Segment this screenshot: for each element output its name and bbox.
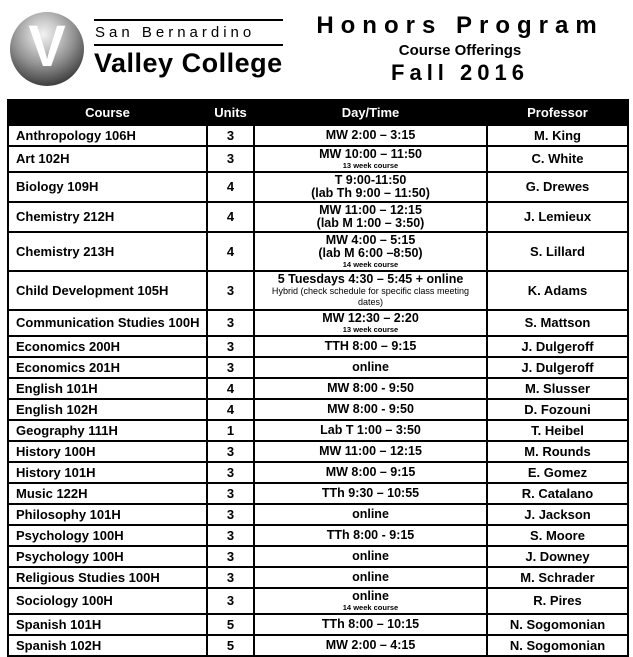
table-row	[8, 420, 628, 441]
masthead	[0, 0, 633, 95]
professor-cell: C. White	[487, 146, 628, 172]
daytime-cell	[254, 202, 487, 232]
course-table	[7, 99, 629, 657]
professor-cell: S. Mattson	[487, 310, 628, 336]
professor-cell: E. Gomez	[487, 462, 628, 483]
title-block	[315, 12, 605, 86]
daytime-text: MW 8:00 – 9:15	[325, 465, 416, 479]
daytime-note: 14 week course	[342, 260, 399, 269]
course-cell: Economics 201H	[8, 357, 207, 378]
course-cell: Sociology 100H	[8, 588, 207, 614]
daytime-text: online	[352, 360, 389, 374]
professor-cell: J. Jackson	[487, 504, 628, 525]
daytime-cell	[254, 462, 487, 483]
daytime-text: online	[352, 549, 389, 563]
table-row	[8, 357, 628, 378]
professor-cell: M. King	[487, 125, 628, 146]
column-header-professor: Professor	[487, 100, 628, 125]
table-row	[8, 504, 628, 525]
column-header-units: Units	[207, 100, 254, 125]
course-cell: Spanish 101H	[8, 614, 207, 635]
units-cell: 3	[207, 357, 254, 378]
professor-cell: R. Pires	[487, 588, 628, 614]
daytime-cell	[254, 635, 487, 656]
daytime-cell	[254, 614, 487, 635]
daytime-cell	[254, 271, 487, 310]
table-row	[8, 172, 628, 202]
units-cell: 4	[207, 232, 254, 271]
course-cell: Religious Studies 100H	[8, 567, 207, 588]
units-cell: 5	[207, 635, 254, 656]
units-cell: 3	[207, 310, 254, 336]
table-row	[8, 635, 628, 656]
units-cell: 3	[207, 441, 254, 462]
professor-cell: N. Sogomonian	[487, 635, 628, 656]
professor-cell: J. Dulgeroff	[487, 336, 628, 357]
units-cell: 1	[207, 420, 254, 441]
daytime-text: online	[352, 589, 389, 603]
daytime-text: MW 4:00 – 5:15	[325, 233, 416, 247]
daytime-note: 14 week course	[342, 603, 399, 612]
daytime-text: TTh 8:00 – 10:15	[321, 617, 420, 631]
table-row	[8, 462, 628, 483]
course-cell: Psychology 100H	[8, 546, 207, 567]
units-cell: 3	[207, 271, 254, 310]
course-cell: Communication Studies 100H	[8, 310, 207, 336]
units-cell: 4	[207, 202, 254, 232]
table-row	[8, 567, 628, 588]
course-cell: Music 122H	[8, 483, 207, 504]
daytime-cell	[254, 441, 487, 462]
course-cell: Chemistry 213H	[8, 232, 207, 271]
units-cell: 4	[207, 378, 254, 399]
table-row	[8, 483, 628, 504]
page-subtitle: Course Offerings	[398, 42, 522, 59]
professor-cell: G. Drewes	[487, 172, 628, 202]
daytime-cell	[254, 420, 487, 441]
professor-cell: S. Lillard	[487, 232, 628, 271]
table-header-row	[8, 100, 628, 125]
daytime-cell	[254, 546, 487, 567]
daytime-cell	[254, 336, 487, 357]
professor-cell: K. Adams	[487, 271, 628, 310]
units-cell: 5	[207, 614, 254, 635]
professor-cell: J. Dulgeroff	[487, 357, 628, 378]
table-row	[8, 310, 628, 336]
course-cell: Economics 200H	[8, 336, 207, 357]
professor-cell: M. Slusser	[487, 378, 628, 399]
daytime-cell	[254, 310, 487, 336]
course-table-body	[8, 125, 628, 656]
professor-cell: J. Lemieux	[487, 202, 628, 232]
professor-cell: S. Moore	[487, 525, 628, 546]
daytime-text: online	[352, 570, 389, 584]
college-name-line2: Valley College	[94, 48, 283, 78]
course-cell: History 100H	[8, 441, 207, 462]
course-cell: Art 102H	[8, 146, 207, 172]
course-cell: Geography 111H	[8, 420, 207, 441]
page-title: Honors Program	[316, 12, 604, 39]
daytime-cell	[254, 483, 487, 504]
table-row	[8, 378, 628, 399]
college-sphere-logo-icon	[10, 12, 84, 86]
units-cell: 3	[207, 483, 254, 504]
daytime-text: TTH 8:00 – 9:15	[324, 339, 417, 353]
daytime-text: TTh 8:00 - 9:15	[326, 528, 415, 542]
daytime-cell	[254, 525, 487, 546]
daytime-cell	[254, 399, 487, 420]
professor-cell: M. Schrader	[487, 567, 628, 588]
daytime-note: 13 week course	[342, 325, 399, 334]
course-cell: Biology 109H	[8, 172, 207, 202]
college-name-line1: San Bernardino	[94, 19, 283, 46]
professor-cell: M. Rounds	[487, 441, 628, 462]
daytime-cell	[254, 588, 487, 614]
daytime-note: Hybrid (check schedule for specific class meeting dates)	[271, 286, 470, 308]
table-row	[8, 614, 628, 635]
daytime-note: 13 week course	[342, 161, 399, 170]
course-cell: Psychology 100H	[8, 525, 207, 546]
daytime-text: MW 8:00 - 9:50	[327, 402, 414, 416]
table-row	[8, 232, 628, 271]
daytime-text: online	[352, 507, 389, 521]
daytime-text: MW 8:00 - 9:50	[327, 381, 414, 395]
daytime-text: (lab Th 9:00 – 11:50)	[311, 186, 430, 200]
daytime-text: MW 11:00 – 12:15	[319, 203, 422, 217]
daytime-cell	[254, 146, 487, 172]
units-cell: 4	[207, 172, 254, 202]
column-header-course: Course	[8, 100, 207, 125]
daytime-cell	[254, 172, 487, 202]
table-row	[8, 588, 628, 614]
course-cell: English 102H	[8, 399, 207, 420]
professor-cell: T. Heibel	[487, 420, 628, 441]
table-row	[8, 399, 628, 420]
course-cell: Child Development 105H	[8, 271, 207, 310]
term-label: Fall 2016	[391, 60, 529, 85]
course-cell: Philosophy 101H	[8, 504, 207, 525]
college-logo	[10, 12, 283, 86]
daytime-text: (lab M 6:00 –8:50)	[318, 246, 423, 260]
units-cell: 3	[207, 546, 254, 567]
college-name	[94, 19, 283, 79]
daytime-cell	[254, 378, 487, 399]
logo-v-letter: V	[28, 12, 66, 79]
column-header-daytime: Day/Time	[254, 100, 487, 125]
daytime-cell	[254, 232, 487, 271]
table-row	[8, 525, 628, 546]
daytime-text: TTh 9:30 – 10:55	[321, 486, 420, 500]
table-row	[8, 202, 628, 232]
units-cell: 3	[207, 525, 254, 546]
course-cell: Spanish 102H	[8, 635, 207, 656]
daytime-text: T 9:00-11:50	[334, 173, 407, 187]
daytime-text: MW 2:00 – 4:15	[325, 638, 416, 652]
table-row	[8, 336, 628, 357]
daytime-text: MW 10:00 – 11:50	[319, 147, 422, 161]
course-cell: Anthropology 106H	[8, 125, 207, 146]
professor-cell: R. Catalano	[487, 483, 628, 504]
table-row	[8, 146, 628, 172]
daytime-text: (lab M 1:00 – 3:50)	[316, 216, 425, 230]
table-row	[8, 441, 628, 462]
course-cell: Chemistry 212H	[8, 202, 207, 232]
units-cell: 3	[207, 567, 254, 588]
daytime-text: MW 12:30 – 2:20	[322, 311, 419, 325]
daytime-text: MW 11:00 – 12:15	[319, 444, 422, 458]
units-cell: 4	[207, 399, 254, 420]
daytime-cell	[254, 504, 487, 525]
units-cell: 3	[207, 336, 254, 357]
daytime-text: 5 Tuesdays 4:30 – 5:45 + online	[277, 272, 464, 286]
units-cell: 3	[207, 504, 254, 525]
daytime-cell	[254, 357, 487, 378]
units-cell: 3	[207, 125, 254, 146]
units-cell: 3	[207, 146, 254, 172]
table-row	[8, 125, 628, 146]
course-cell: English 101H	[8, 378, 207, 399]
table-row	[8, 546, 628, 567]
daytime-text: MW 2:00 – 3:15	[325, 128, 416, 142]
professor-cell: J. Downey	[487, 546, 628, 567]
professor-cell: N. Sogomonian	[487, 614, 628, 635]
daytime-text: Lab T 1:00 – 3:50	[320, 423, 421, 437]
course-cell: History 101H	[8, 462, 207, 483]
daytime-cell	[254, 567, 487, 588]
professor-cell: D. Fozouni	[487, 399, 628, 420]
table-row	[8, 271, 628, 310]
units-cell: 3	[207, 462, 254, 483]
units-cell: 3	[207, 588, 254, 614]
daytime-cell	[254, 125, 487, 146]
